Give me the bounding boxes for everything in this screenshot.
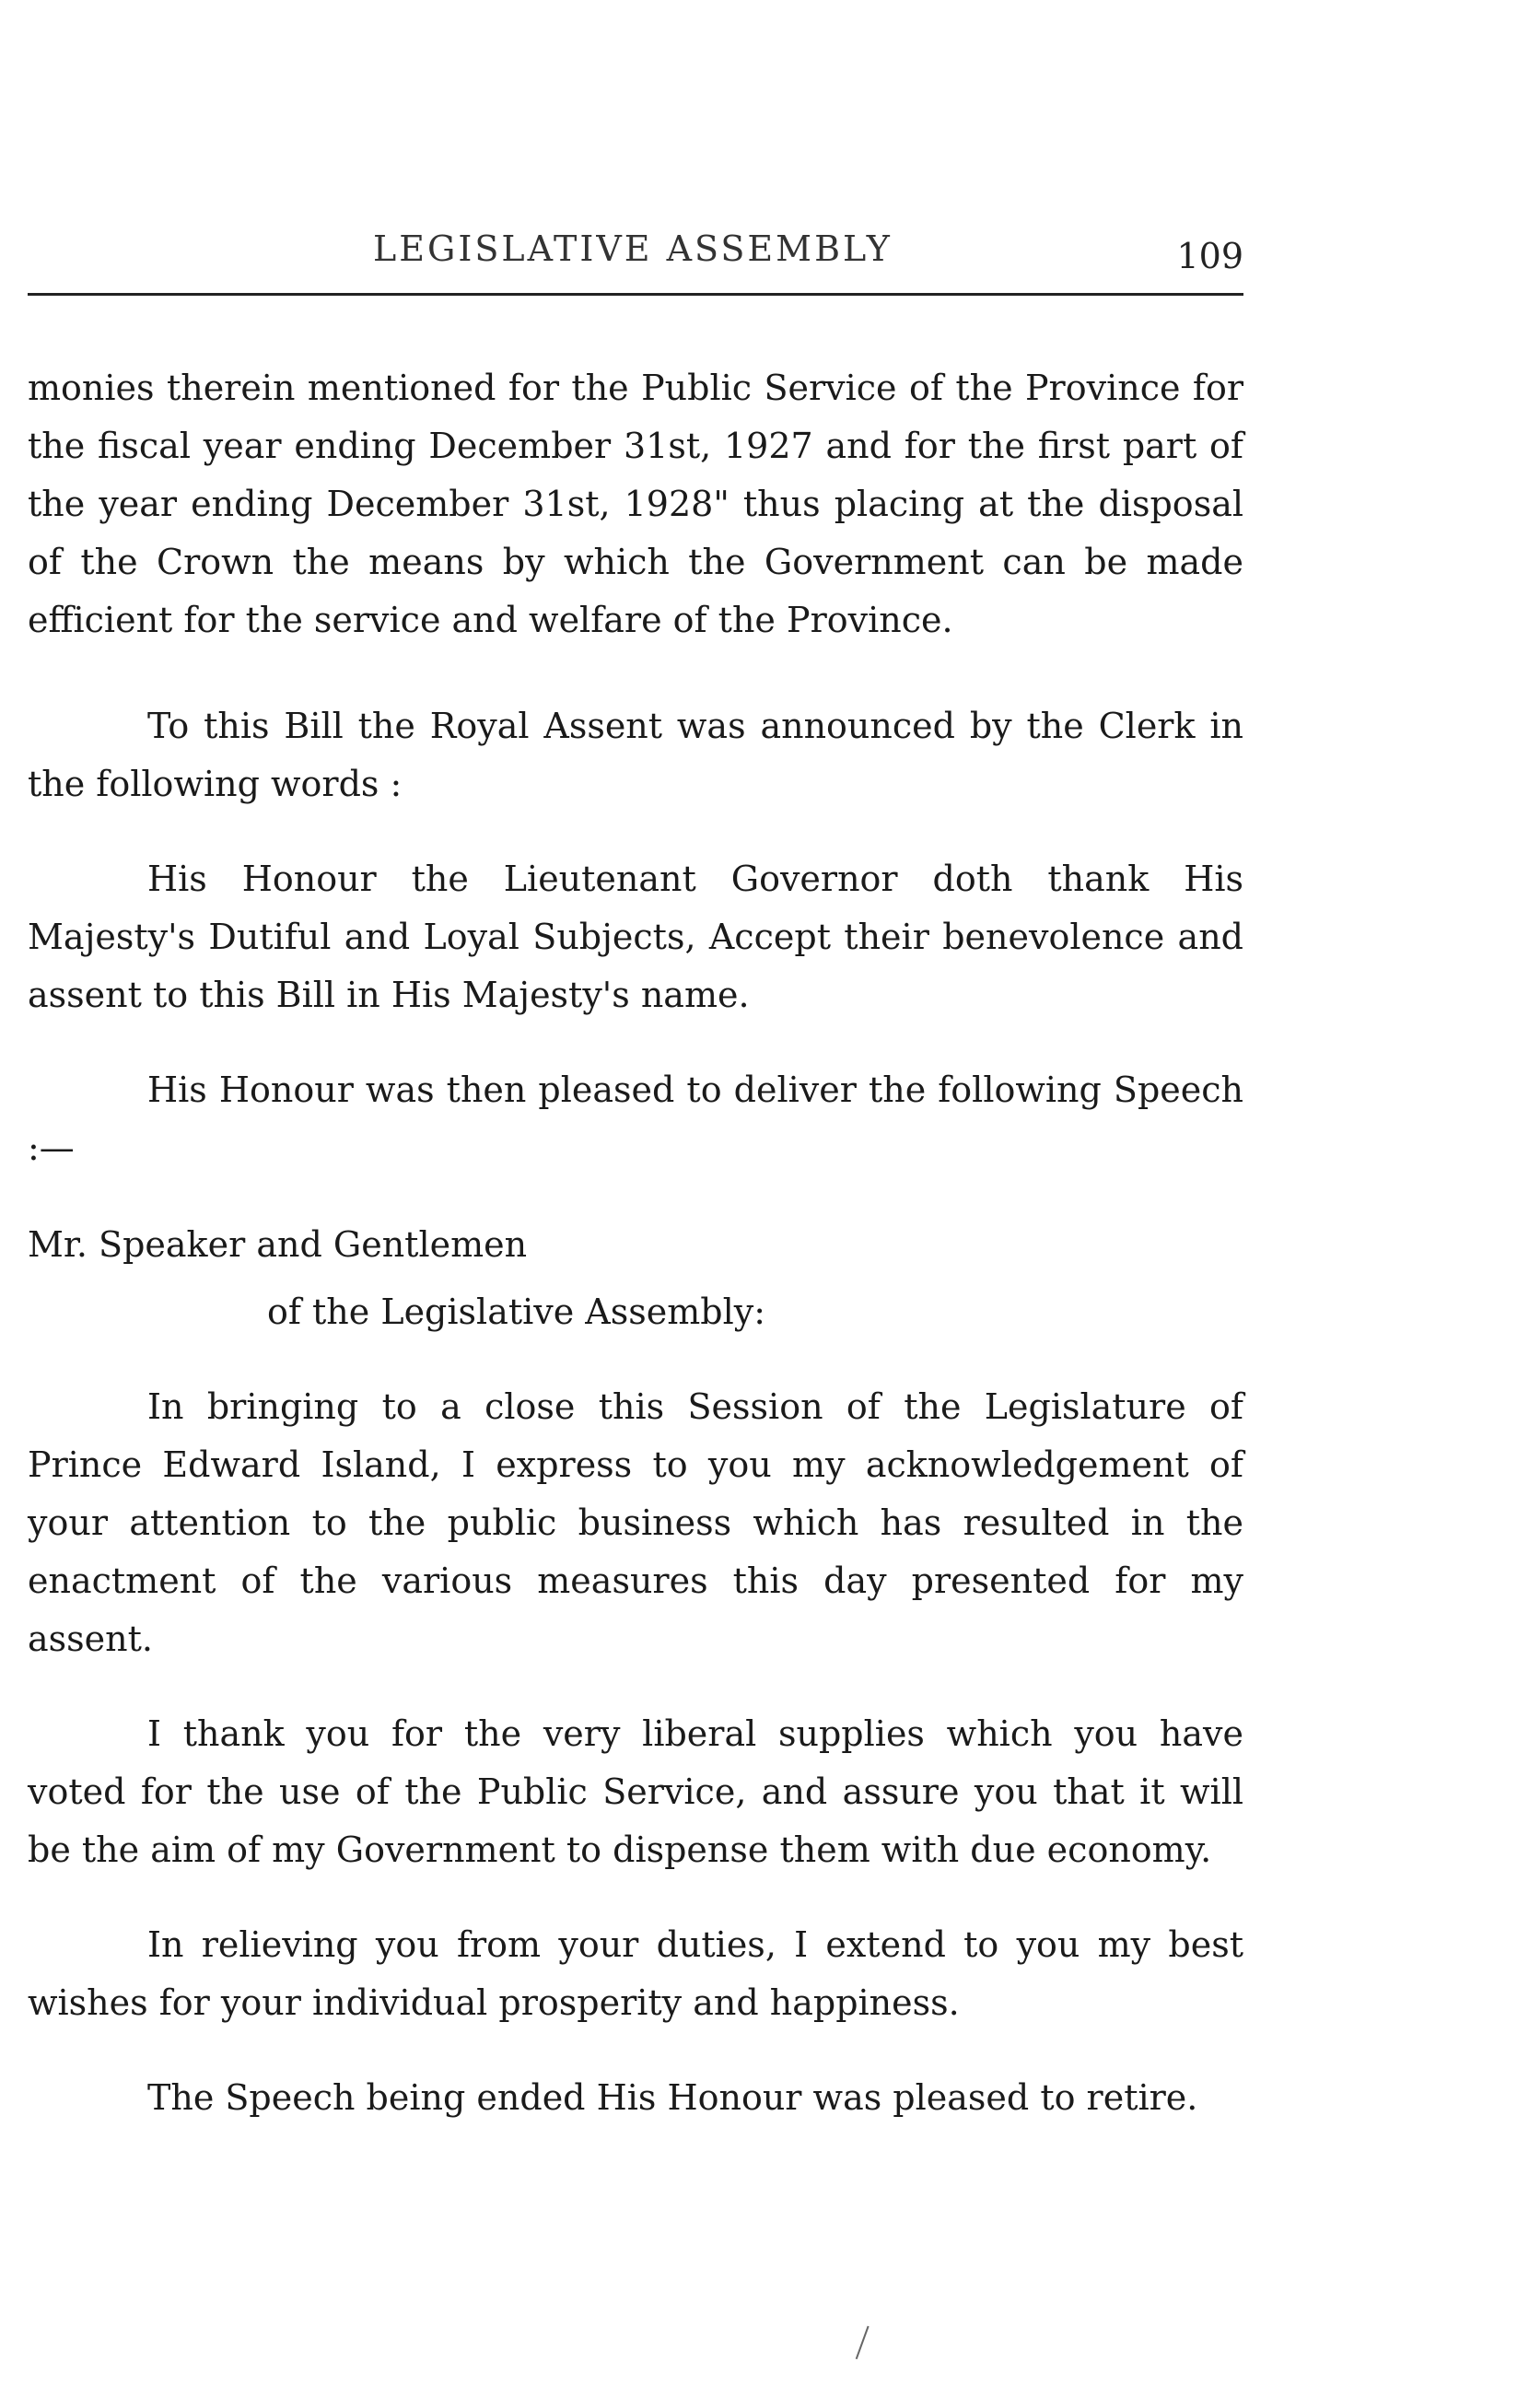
header-rule <box>28 293 1243 296</box>
paragraph-supplies: I thank you for the very liberal supplies which you have voted for the use of the Public Service, and assure you that it will be the aim of my Government to dispense them with due economy. <box>28 1713 1243 1870</box>
paragraph-retire: The Speech being ended His Honour was pleased to retire. <box>147 2077 1198 2118</box>
paragraph-session-close: In bringing to a close this Session of the Legislature of Prince Edward Island, I express to you my acknowledgement of your attention to the public business which has resulted in the enactment of the various measures this day presented for my assent. <box>28 1386 1243 1659</box>
paragraph-thanks: His Honour the Lieutenant Governor doth thank His Majesty's Dutiful and Loyal Subjects, Accept their benevolence and assent to this Bill in His Majesty's name. <box>28 859 1243 1015</box>
running-head-title: LEGISLATIVE ASSEMBLY <box>373 228 893 269</box>
page-number: 109 <box>1176 236 1243 276</box>
salutation-line-1: Mr. Speaker and Gentlemen <box>28 1224 528 1265</box>
paragraph-continuation: monies therein mentioned for the Public Service of the Province for the fiscal year ending December 31st, 1927 and for the first part of the year ending December 31st, 1928" thus placing at the disposal of the Crown the means by which the Government can be made efficient for the service and welfare of the Province. <box>28 368 1243 640</box>
salutation-line-2: of the Legislative Assembly: <box>267 1292 766 1332</box>
paragraph-speech-intro: His Honour was then pleased to deliver the following Speech :— <box>28 1070 1243 1168</box>
paragraph-best-wishes: In relieving you from your duties, I extend to you my best wishes for your individual prosperity and happiness. <box>28 1924 1243 2023</box>
stray-pen-mark <box>856 2326 875 2361</box>
paragraph-royal-assent: To this Bill the Royal Assent was announced by the Clerk in the following words : <box>28 706 1243 804</box>
body-text <box>28 359 1243 2127</box>
running-head <box>28 228 1243 284</box>
